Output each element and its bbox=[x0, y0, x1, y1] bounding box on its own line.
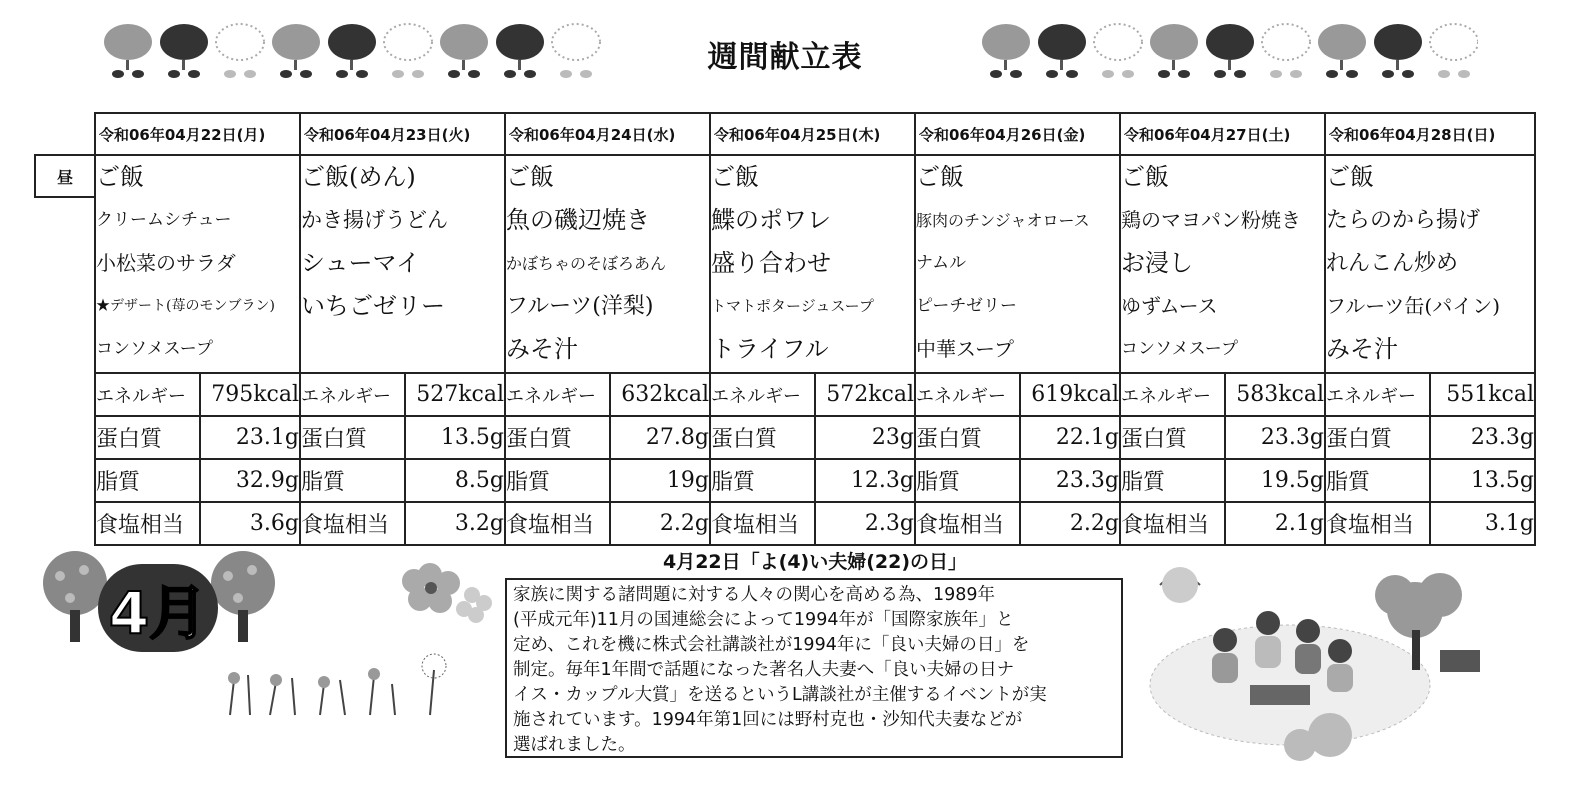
dish-item: シューマイ bbox=[301, 249, 421, 277]
protein-value: 23g bbox=[815, 416, 915, 459]
dish-item: かき揚げうどん bbox=[301, 208, 448, 232]
salt-value: 2.3g bbox=[815, 502, 915, 545]
dish-item: トライフル bbox=[711, 335, 829, 363]
picnic-illustration bbox=[1140, 555, 1540, 765]
dish-item: みそ汁 bbox=[1326, 335, 1398, 363]
event-title: 4月22日「よ(4)い夫婦(22)の日」 bbox=[662, 551, 968, 573]
energy-label: エネルギー bbox=[1120, 373, 1225, 416]
dish-item: トマトポタージュスープ bbox=[711, 297, 874, 315]
dish-item: みそ汁 bbox=[506, 335, 578, 363]
fat-label: 脂質 bbox=[1325, 459, 1430, 502]
dish-item: ご飯 bbox=[916, 163, 964, 191]
month-badge bbox=[98, 564, 218, 652]
dish-item: ご飯(めん) bbox=[301, 163, 416, 191]
event-text-line: (平成元年)11月の国連総会によって1994年が「国際家族年」と bbox=[513, 610, 1014, 630]
fat-row bbox=[95, 459, 1535, 502]
energy-value: 632kcal bbox=[610, 373, 710, 416]
dish-item: ご飯 bbox=[96, 163, 144, 191]
dish-item: ご飯 bbox=[711, 163, 759, 191]
fat-value: 32.9g bbox=[200, 459, 300, 502]
salt-value: 2.2g bbox=[610, 502, 710, 545]
protein-label: 蛋白質 bbox=[300, 416, 405, 459]
dish-item: フルーツ缶(パイン) bbox=[1326, 294, 1501, 318]
date-header: 令和06年04月27日(土) bbox=[1120, 113, 1325, 155]
energy-value: 572kcal bbox=[815, 373, 915, 416]
fat-value: 19.5g bbox=[1225, 459, 1325, 502]
salt-value: 3.2g bbox=[405, 502, 505, 545]
protein-label: 蛋白質 bbox=[710, 416, 815, 459]
date-header-row bbox=[95, 113, 1535, 155]
salt-label: 食塩相当 bbox=[1325, 502, 1430, 545]
weekly-menu-table bbox=[94, 112, 1536, 546]
dish-item: ピーチゼリー bbox=[916, 296, 1017, 316]
energy-label: エネルギー bbox=[1325, 373, 1430, 416]
energy-label: エネルギー bbox=[505, 373, 610, 416]
dish-item: ナムル bbox=[916, 253, 967, 273]
dish-item: 小松菜のサラダ bbox=[96, 251, 236, 275]
salt-label: 食塩相当 bbox=[505, 502, 610, 545]
salt-value: 2.2g bbox=[1020, 502, 1120, 545]
day-dishes-cell bbox=[710, 155, 915, 373]
event-text-line: 施されています。1994年第1回には野村克也・沙知代夫妻などが bbox=[513, 710, 1023, 730]
date-header: 令和06年04月23日(火) bbox=[300, 113, 505, 155]
salt-label: 食塩相当 bbox=[915, 502, 1020, 545]
flower-decoration-left bbox=[100, 18, 610, 88]
fat-value: 23.3g bbox=[1020, 459, 1120, 502]
salt-row bbox=[95, 502, 1535, 545]
date-header: 令和06年04月22日(月) bbox=[95, 113, 300, 155]
day-dishes-cell bbox=[1325, 155, 1535, 373]
protein-value: 23.1g bbox=[200, 416, 300, 459]
dish-item: かぼちゃのそぼろあん bbox=[506, 254, 667, 273]
meal-label-lunch: 昼 bbox=[34, 154, 94, 198]
fat-label: 脂質 bbox=[915, 459, 1020, 502]
salt-label: 食塩相当 bbox=[300, 502, 405, 545]
salt-value: 2.1g bbox=[1225, 502, 1325, 545]
dish-item: 鶏のマヨパン粉焼き bbox=[1121, 208, 1301, 232]
date-header: 令和06年04月24日(水) bbox=[505, 113, 710, 155]
fat-value: 8.5g bbox=[405, 459, 505, 502]
energy-value: 795kcal bbox=[200, 373, 300, 416]
salt-value: 3.1g bbox=[1430, 502, 1535, 545]
event-text-line: 制定。毎年1年間で話題になった著名人夫妻へ「良い夫婦の日ナ bbox=[513, 660, 1015, 680]
day-dishes-cell bbox=[915, 155, 1120, 373]
flower-illustration bbox=[400, 555, 500, 635]
month-badge-text: 4月 bbox=[108, 579, 208, 647]
energy-value: 551kcal bbox=[1430, 373, 1535, 416]
day-dishes-cell bbox=[1120, 155, 1325, 373]
protein-label: 蛋白質 bbox=[1325, 416, 1430, 459]
fat-label: 脂質 bbox=[710, 459, 815, 502]
event-text-line: 家族に関する諸問題に対する人々の関心を高める為、1989年 bbox=[513, 585, 996, 605]
fat-value: 19g bbox=[610, 459, 710, 502]
protein-label: 蛋白質 bbox=[915, 416, 1020, 459]
dish-item: 鰈のポワレ bbox=[711, 206, 831, 234]
dish-item: ゆずムース bbox=[1121, 294, 1218, 318]
dish-item: 盛り合わせ bbox=[711, 249, 831, 277]
energy-label: エネルギー bbox=[710, 373, 815, 416]
salt-label: 食塩相当 bbox=[1120, 502, 1225, 545]
protein-value: 22.1g bbox=[1020, 416, 1120, 459]
event-text-line: 定め、これを機に株式会社講談社が1994年に「良い夫婦の日」を bbox=[513, 635, 1030, 655]
dish-item: ★デザート(苺のモンブラン) bbox=[96, 298, 275, 314]
dish-item: ご飯 bbox=[1121, 163, 1169, 191]
dish-item: クリームシチュー bbox=[96, 210, 232, 230]
protein-label: 蛋白質 bbox=[95, 416, 200, 459]
energy-label: エネルギー bbox=[915, 373, 1020, 416]
dish-item bbox=[301, 328, 504, 371]
event-description bbox=[505, 578, 1123, 758]
protein-value: 13.5g bbox=[405, 416, 505, 459]
dish-item: ご飯 bbox=[506, 163, 554, 191]
event-text-line: イス・カップル大賞」を送るというL講談社が主催するイベントが実 bbox=[513, 685, 1047, 705]
dish-item: お浸し bbox=[1121, 249, 1193, 277]
tree-illustration-right bbox=[208, 548, 278, 648]
salt-label: 食塩相当 bbox=[95, 502, 200, 545]
fat-label: 脂質 bbox=[505, 459, 610, 502]
salt-value: 3.6g bbox=[200, 502, 300, 545]
flower-decoration-right bbox=[978, 18, 1478, 88]
date-header: 令和06年04月26日(金) bbox=[915, 113, 1120, 155]
salt-label: 食塩相当 bbox=[710, 502, 815, 545]
energy-value: 619kcal bbox=[1020, 373, 1120, 416]
dishes-row bbox=[95, 155, 1535, 373]
energy-label: エネルギー bbox=[300, 373, 405, 416]
event-text-line: 選ばれました。 bbox=[513, 735, 636, 755]
protein-value: 23.3g bbox=[1430, 416, 1535, 459]
protein-value: 23.3g bbox=[1225, 416, 1325, 459]
energy-value: 527kcal bbox=[405, 373, 505, 416]
dish-item: 豚肉のチンジャオロース bbox=[916, 211, 1090, 230]
day-dishes-cell bbox=[95, 155, 300, 373]
fat-value: 12.3g bbox=[815, 459, 915, 502]
date-header: 令和06年04月25日(木) bbox=[710, 113, 915, 155]
dish-item: 魚の磯辺焼き bbox=[506, 206, 650, 234]
fat-label: 脂質 bbox=[95, 459, 200, 502]
energy-row bbox=[95, 373, 1535, 416]
protein-label: 蛋白質 bbox=[1120, 416, 1225, 459]
energy-label: エネルギー bbox=[95, 373, 200, 416]
day-dishes-cell bbox=[300, 155, 505, 373]
protein-row bbox=[95, 416, 1535, 459]
dish-item: コンソメスープ bbox=[96, 339, 213, 359]
fat-label: 脂質 bbox=[1120, 459, 1225, 502]
fat-label: 脂質 bbox=[300, 459, 405, 502]
dish-item: いちごゼリー bbox=[301, 292, 445, 320]
date-header: 令和06年04月28日(日) bbox=[1325, 113, 1535, 155]
grass-illustration bbox=[220, 650, 470, 720]
fat-value: 13.5g bbox=[1430, 459, 1535, 502]
energy-value: 583kcal bbox=[1225, 373, 1325, 416]
protein-value: 27.8g bbox=[610, 416, 710, 459]
dish-item: 中華スープ bbox=[916, 337, 1014, 361]
dish-item: フルーツ(洋梨) bbox=[506, 294, 654, 319]
dish-item: コンソメスープ bbox=[1121, 339, 1238, 359]
dish-item: ご飯 bbox=[1326, 163, 1374, 191]
dish-item: たらのから揚げ bbox=[1326, 208, 1481, 233]
day-dishes-cell bbox=[505, 155, 710, 373]
protein-label: 蛋白質 bbox=[505, 416, 610, 459]
dish-item: れんこん炒め bbox=[1326, 251, 1459, 276]
page-title: 週間献立表 bbox=[707, 40, 863, 75]
